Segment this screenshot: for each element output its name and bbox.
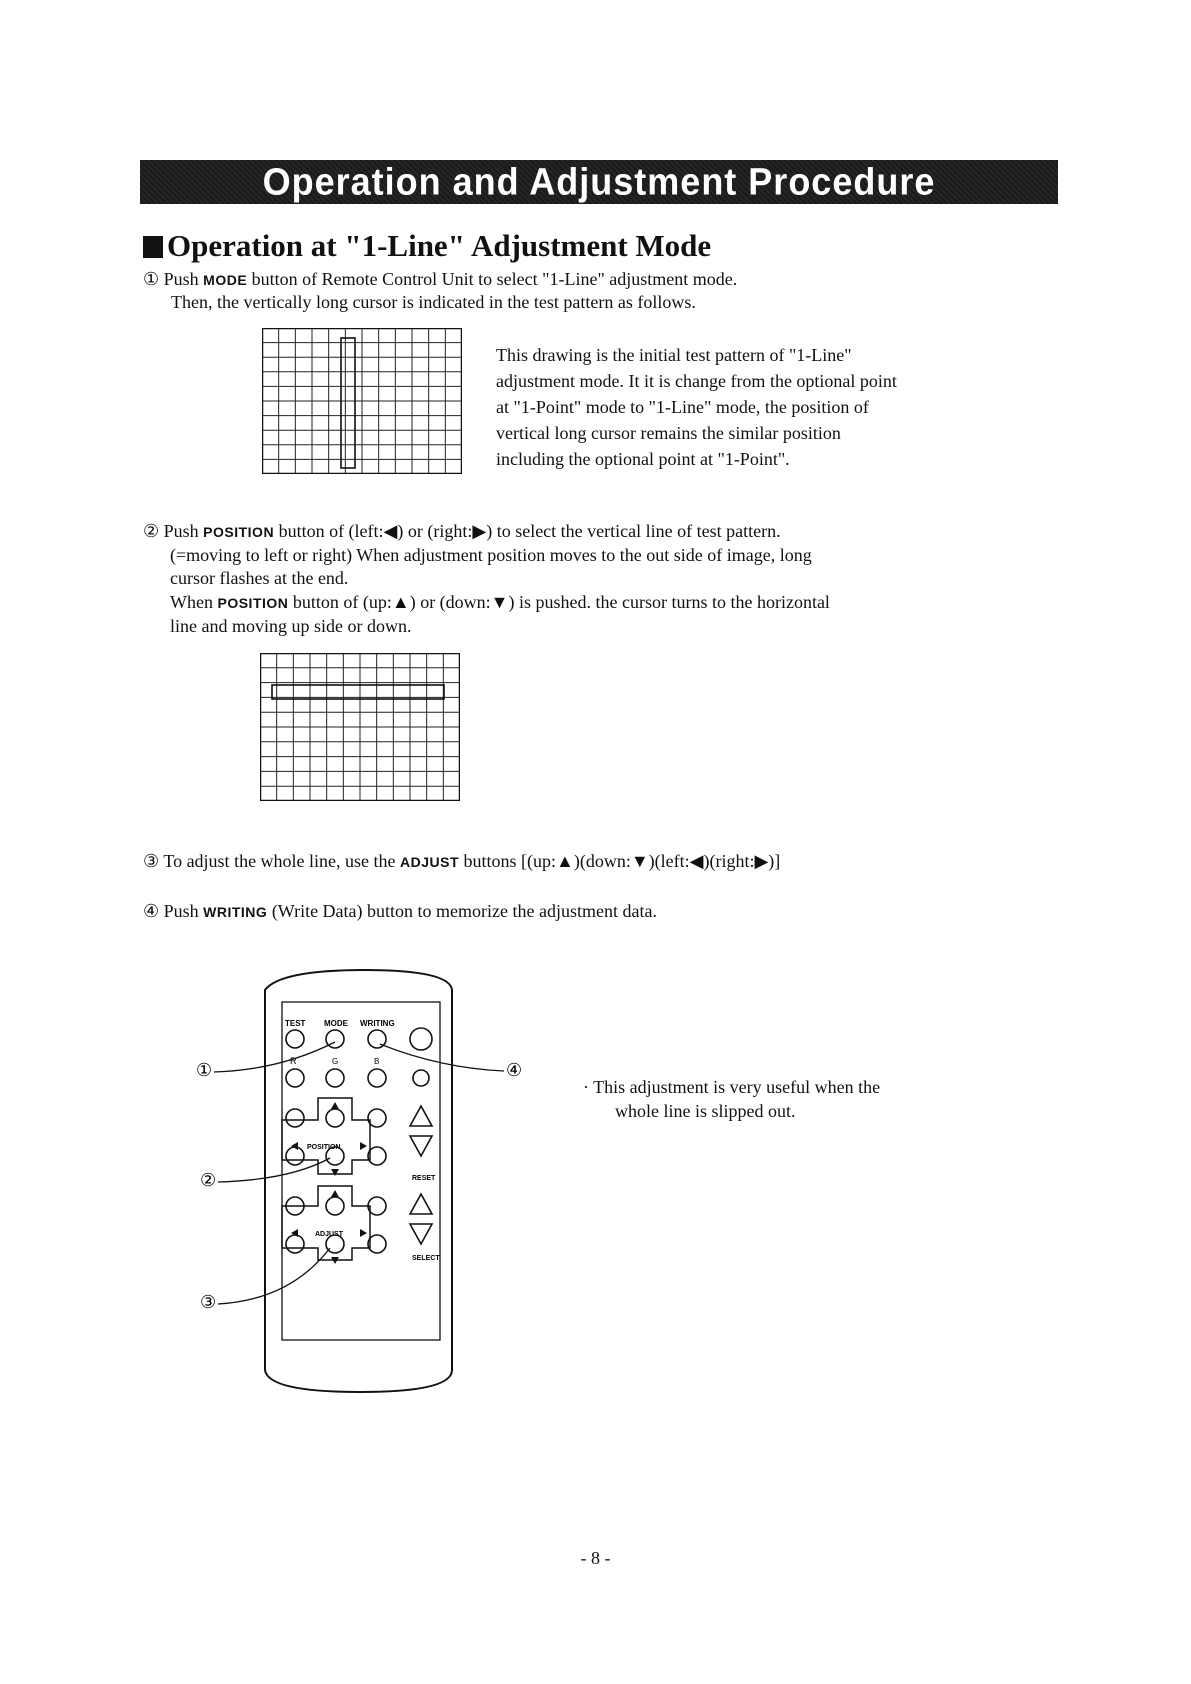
step-2-line-4-pre: When (170, 592, 213, 612)
position-right-arrow-icon (360, 1142, 367, 1150)
label-position: POSITION (307, 1144, 341, 1151)
remote-control-diagram (190, 960, 550, 1410)
test-button[interactable] (286, 1030, 304, 1048)
usage-note-line-2: whole line is slipped out. (615, 1101, 796, 1121)
step-2-pre: Push (163, 521, 199, 541)
step-4-post: (Write Data) button to memorize the adjustment data. (271, 901, 657, 921)
label-r: R (290, 1056, 297, 1066)
step-3-number: ③ (143, 851, 160, 872)
down-triangle-button[interactable] (410, 1136, 432, 1156)
step-3-pre: To adjust the whole line, use the (163, 851, 396, 871)
label-b: B (374, 1057, 380, 1066)
label-mode: MODE (324, 1019, 348, 1028)
adjust-left-button[interactable] (286, 1235, 304, 1253)
adjust-up-button[interactable] (326, 1197, 344, 1215)
r-button[interactable] (286, 1069, 304, 1087)
step-2-line-4-post: button of (up:▲) or (down:▼) is pushed. the cursor turns to the horizontal (292, 592, 830, 612)
callout-1: ① (196, 1060, 213, 1081)
label-adjust: ADJUST (315, 1231, 344, 1238)
position-left-arrow-icon (291, 1142, 298, 1150)
step-2-line-2: (=moving to left or right) When adjustment position moves to the out side of image, long (170, 545, 812, 565)
callout-4: ④ (506, 1060, 523, 1081)
drawing-note-line-1: This drawing is the initial test pattern of "1-Line" (496, 345, 852, 365)
callout-2: ② (200, 1170, 217, 1191)
power-button[interactable] (410, 1028, 432, 1050)
reset-up-triangle-button[interactable] (410, 1194, 432, 1214)
step-2-button-name: POSITION (203, 524, 275, 540)
position-extra-button-2[interactable] (368, 1109, 386, 1127)
step-4 (143, 900, 657, 924)
label-test: TEST (285, 1019, 306, 1028)
step-1 (143, 268, 737, 292)
banner-title: Operation and Adjustment Procedure (262, 159, 936, 203)
step-2-line-4-button-name: POSITION (217, 595, 289, 611)
step-4-pre: Push (163, 901, 199, 921)
step-3-button-name: ADJUST (400, 854, 460, 870)
adjust-up-arrow-icon (331, 1190, 339, 1197)
bullet-square-icon (143, 236, 163, 258)
drawing-note-line-4: vertical long cursor remains the similar position (496, 423, 841, 443)
label-select: SELECT (412, 1255, 440, 1262)
section-title: Operation at "1-Line" Adjustment Mode (167, 228, 712, 263)
label-g: G (332, 1057, 339, 1066)
up-triangle-button[interactable] (410, 1106, 432, 1126)
drawing-note-line-5: including the optional point at "1-Point". (496, 449, 790, 469)
step-2-number: ② (143, 521, 160, 542)
g-button[interactable] (326, 1069, 344, 1087)
step-2 (143, 520, 781, 544)
adjust-right-arrow-icon (360, 1229, 367, 1237)
callout-1-leader (214, 1042, 335, 1072)
position-left-button[interactable] (286, 1147, 304, 1165)
callout-4-leader (380, 1044, 504, 1071)
step-4-button-name: WRITING (203, 904, 268, 920)
step-4-number: ④ (143, 901, 160, 922)
usage-note-line-1: · This adjustment is very useful when the (583, 1077, 881, 1097)
drawing-note (496, 342, 1052, 472)
position-extra-button[interactable] (286, 1109, 304, 1127)
label-writing: WRITING (360, 1019, 395, 1028)
callout-3: ③ (200, 1292, 217, 1313)
drawing-note-line-2: adjustment mode. It it is change from the optional point (496, 371, 897, 391)
b-button[interactable] (368, 1069, 386, 1087)
step-3-post: buttons [(up:▲)(down:▼)(left:◀)(right:▶)] (463, 851, 781, 871)
step-1-line-2: Then, the vertically long cursor is indicated in the test pattern as follows. (171, 292, 696, 312)
section-heading (143, 228, 711, 264)
step-1-pre: Push (163, 269, 199, 289)
aux-button[interactable] (413, 1070, 429, 1086)
step-1-post: button of Remote Control Unit to select "1-Line" adjustment mode. (251, 269, 738, 289)
test-pattern-vertical-cursor (262, 328, 462, 474)
position-down-arrow-icon (331, 1169, 339, 1176)
step-2-line-3: cursor flashes at the end. (170, 568, 349, 588)
step-2-line-4 (170, 591, 830, 615)
step-1-button-name: MODE (203, 272, 248, 288)
callout-2-leader (218, 1158, 330, 1182)
remote-panel (282, 1002, 440, 1340)
step-1-number: ① (143, 269, 160, 290)
select-down-triangle-button[interactable] (410, 1224, 432, 1244)
position-up-button[interactable] (326, 1109, 344, 1127)
position-up-arrow-icon (331, 1102, 339, 1109)
label-reset: RESET (412, 1175, 436, 1182)
drawing-note-line-3: at "1-Point" mode to "1-Line" mode, the position of (496, 397, 869, 417)
step-2-post: button of (left:◀) or (right:▶) to select the vertical line of test pattern. (278, 521, 781, 541)
step-2-line-5: line and moving up side or down. (170, 616, 412, 636)
title-banner (140, 160, 1058, 204)
page-number: - 8 - (580, 1548, 611, 1568)
test-pattern-horizontal-cursor (260, 653, 460, 801)
step-3 (143, 850, 780, 874)
callout-3-leader (218, 1248, 330, 1304)
